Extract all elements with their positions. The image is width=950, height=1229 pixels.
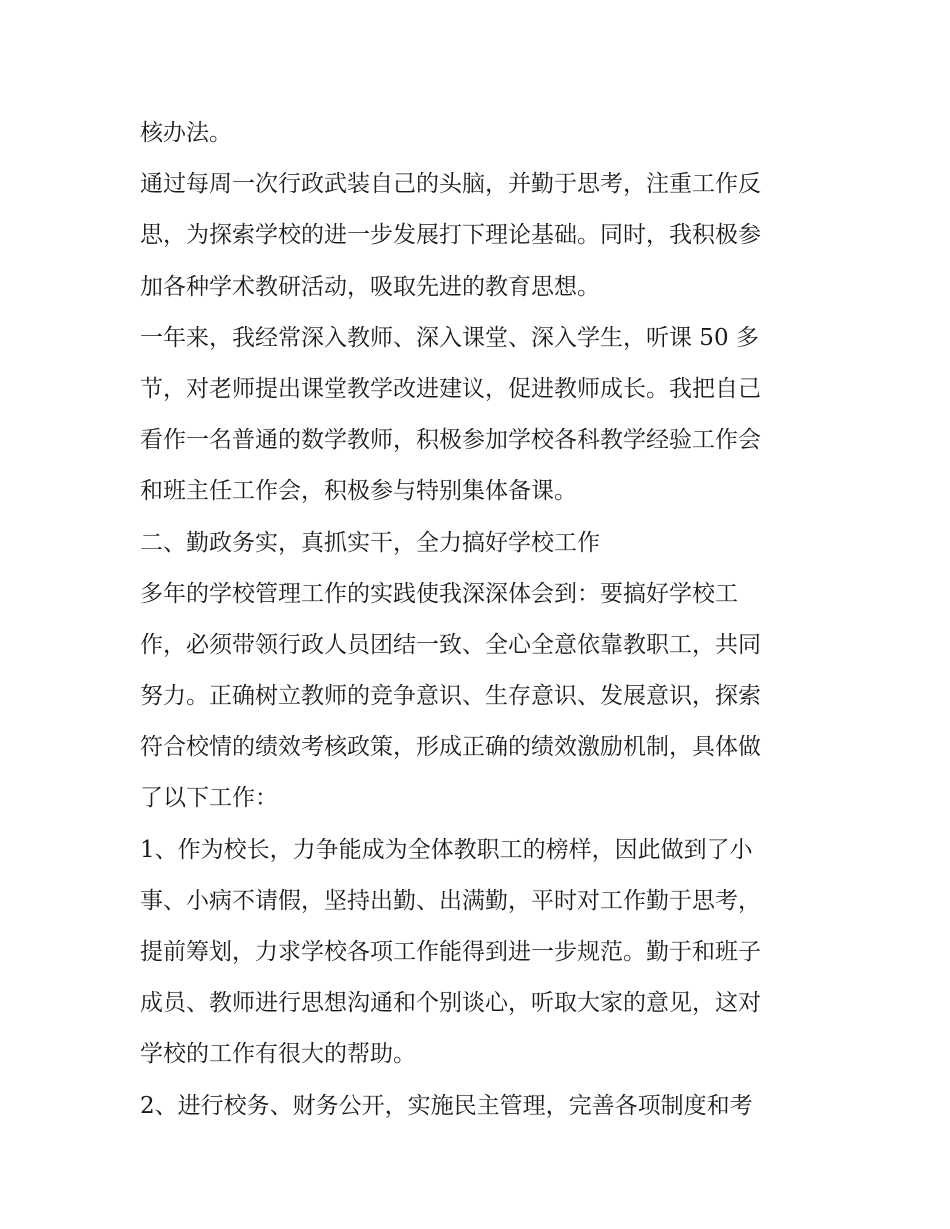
text-line: 学校的工作有很大的帮助。 — [140, 1041, 416, 1068]
text-line: 一年来，我经常深入教师、深入课堂、深入学生，听课 50 多 — [140, 324, 759, 351]
text-line: 节，对老师提出课堂教学改进建议，促进教师成长。我把自己 — [140, 375, 761, 402]
text-line: 加各种学术教研活动，吸取先进的教育思想。 — [140, 273, 600, 300]
text-line: 通过每周一次行政武装自己的头脑，并勤于思考，注重工作反 — [140, 171, 761, 198]
text-line: 努力。正确树立教师的竞争意识、生存意识、发展意识，探索 — [140, 683, 761, 710]
text-line: 思，为探索学校的进一步发展打下理论基础。同时，我积极参 — [140, 222, 761, 249]
text-line: 了以下工作： — [140, 785, 278, 812]
text-line: 作，必须带领行政人员团结一致、全心全意依靠教职工，共同 — [140, 631, 761, 658]
document-body — [140, 108, 820, 1132]
list-item-line: 2、进行校务、财务公开，实施民主管理，完善各项制度和考 — [140, 1092, 753, 1119]
text-line: 符合校情的绩效考核政策，形成正确的绩效激励机制，具体做 — [140, 734, 761, 761]
section-heading: 二、勤政务实，真抓实干，全力搞好学校工作 — [140, 529, 600, 556]
text-line: 成员、教师进行思想沟通和个别谈心，听取大家的意见，这对 — [140, 990, 761, 1017]
text-line: 看作一名普通的数学教师，积极参加学校各科教学经验工作会 — [140, 427, 761, 454]
list-item-line: 1、作为校长，力争能成为全体教职工的榜样，因此做到了小 — [140, 836, 753, 863]
text-line: 多年的学校管理工作的实践使我深深体会到：要搞好学校工 — [140, 580, 738, 607]
text-line: 提前筹划，力求学校各项工作能得到进一步规范。勤于和班子 — [140, 939, 761, 965]
text-line: 核办法。 — [140, 120, 232, 146]
text-line: 和班主任工作会，积极参与特别集体备课。 — [140, 478, 577, 505]
text-line: 事、小病不请假，坚持出勤、出满勤，平时对工作勤于思考， — [140, 887, 761, 914]
